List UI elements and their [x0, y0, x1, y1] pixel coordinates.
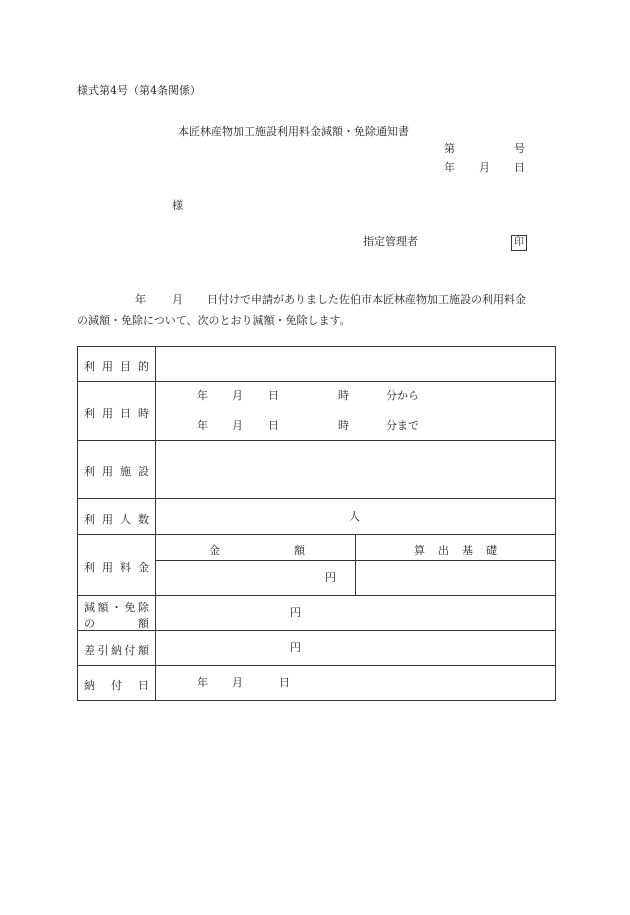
people-label: 利 用 人 数	[84, 513, 149, 526]
payment-day-unit: 日	[279, 676, 290, 689]
payment-date-label: 納 付 日	[84, 679, 149, 692]
amount-header: 金 額	[209, 544, 305, 557]
reduction-label-bottom: の 額	[84, 617, 149, 630]
datetime-label: 利 用 日 時	[84, 407, 149, 420]
start-month-unit: 月	[232, 389, 243, 402]
issuer-label: 指定管理者	[363, 235, 418, 248]
reduction-yen-unit: 円	[290, 606, 301, 619]
notice-table	[77, 346, 556, 700]
body-text-line2: の減額・免除について、次のとおり減額・免除します。	[77, 314, 351, 327]
addressee-honorific: 様	[172, 199, 183, 212]
start-minute-unit: 分から	[386, 389, 419, 402]
seal-mark: 印	[511, 235, 527, 251]
basis-header: 算 出 基 礎	[414, 544, 497, 557]
issue-number-suffix: 号	[514, 142, 525, 155]
start-year-unit: 年	[197, 389, 208, 402]
people-unit: 人	[349, 510, 360, 523]
facility-label: 利 用 施 設	[84, 465, 149, 478]
purpose-label: 利 用 目 的	[84, 360, 149, 373]
start-day-unit: 日	[268, 389, 279, 402]
issue-date-month: 月	[479, 161, 490, 174]
start-hour-unit: 時	[338, 389, 349, 402]
end-hour-unit: 時	[338, 419, 349, 432]
form-number: 様式第4号（第4条関係）	[77, 84, 201, 97]
issue-date-year: 年	[444, 161, 455, 174]
end-month-unit: 月	[232, 419, 243, 432]
end-minute-unit: 分まで	[386, 419, 419, 432]
fee-label: 利 用 料 金	[84, 561, 149, 574]
payment-year-unit: 年	[197, 676, 208, 689]
payment-month-unit: 月	[232, 676, 243, 689]
body-year: 年	[135, 293, 146, 306]
body-month: 月	[172, 293, 183, 306]
body-text-line1: 日付けで申請がありました佐伯市本匠林産物加工施設の利用料金	[207, 293, 526, 306]
issue-number-prefix: 第	[444, 142, 455, 155]
fee-yen-unit: 円	[325, 571, 336, 584]
end-year-unit: 年	[197, 419, 208, 432]
reduction-label-top: 減 額 ・ 免 除	[84, 601, 149, 614]
document-title: 本匠林産物加工施設利用料金減額・免除通知書	[178, 125, 409, 138]
issue-date-day: 日	[514, 161, 525, 174]
net-yen-unit: 円	[290, 641, 301, 654]
net-payment-label: 差 引 納 付 額	[84, 644, 149, 657]
end-day-unit: 日	[268, 419, 279, 432]
